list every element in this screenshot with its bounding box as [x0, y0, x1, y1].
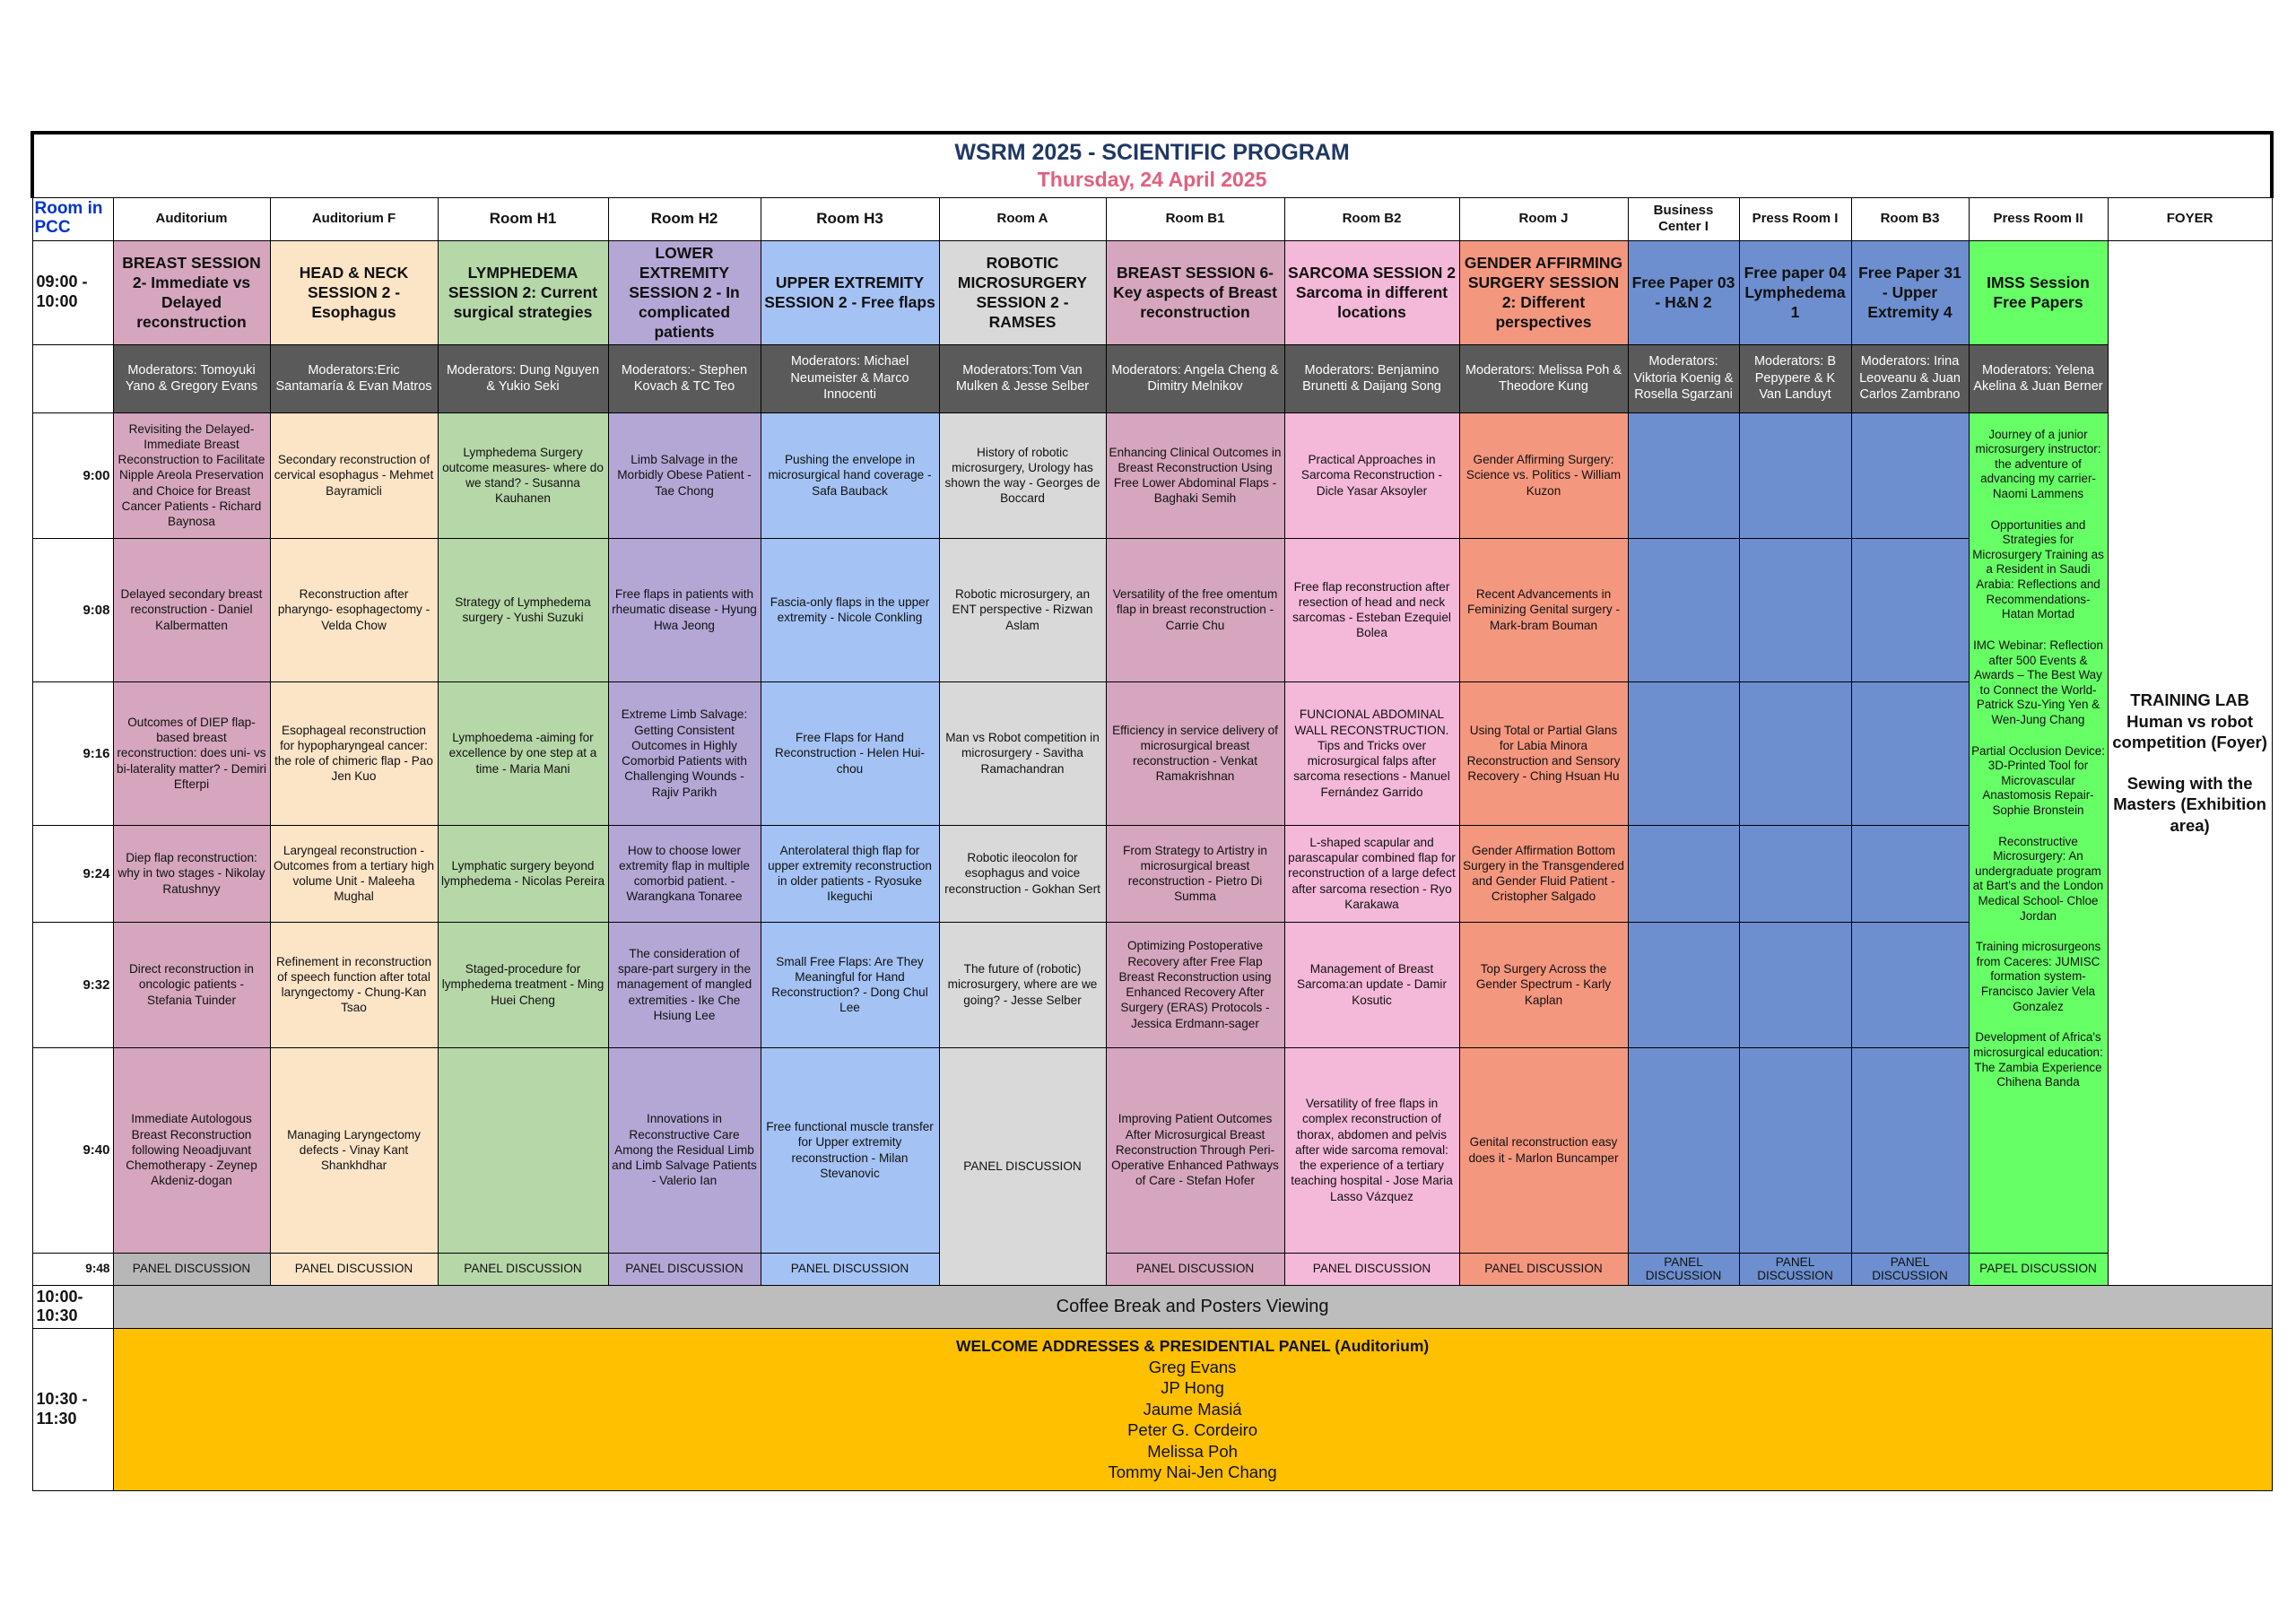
talk-cell: Genital reconstruction easy does it - Marlon Buncamper — [1459, 1047, 1628, 1253]
room-header-13: FOYER — [2108, 197, 2272, 240]
panel-discussion-4: PANEL DISCUSSION — [761, 1253, 939, 1285]
session-title-12: IMSS Session Free Papers — [1969, 240, 2108, 344]
panel-discussion-2: PANEL DISCUSSION — [438, 1253, 608, 1285]
moderators-0: Moderators: Tomoyuki Yano & Gregory Evans — [113, 344, 270, 412]
free-paper-blank — [1628, 538, 1739, 681]
session-title-row — [32, 240, 2272, 344]
talk-time: 9:24 — [32, 825, 113, 922]
moderators-6: Moderators: Angela Cheng & Dimitry Melnikov — [1106, 344, 1284, 412]
welcome-speaker: Tommy Nai-Jen Chang — [1108, 1462, 1277, 1482]
talk-cell: Practical Approaches in Sarcoma Reconstruction - Dicle Yasar Aksoyler — [1284, 412, 1459, 538]
room-header-9: Business Center I — [1628, 197, 1739, 240]
coffee-row — [32, 1285, 2272, 1328]
talk-cell: Esophageal reconstruction for hypopharyngeal cancer: the role of chimeric flap - Pao Jen Kuo — [270, 681, 438, 825]
program-title: WSRM 2025 - SCIENTIFIC PROGRAM — [954, 139, 1350, 165]
coffee-break: Coffee Break and Posters Viewing — [113, 1285, 2272, 1328]
session-title-11: Free Paper 31 - Upper Extremity 4 — [1851, 240, 1969, 344]
imss-talk: Development of Africa's microsurgical education: The Zambia Experience Chihena Banda — [1973, 1030, 2103, 1089]
panel-discussion-7: PANEL DISCUSSION — [1284, 1253, 1459, 1285]
imss-talk: Opportunities and Strategies for Microsurgery Training as a Resident in Saudi Arabia: Reflections and Recommendations-Hatan Mortad — [1972, 517, 2104, 621]
talk-cell: Limb Salvage in the Morbidly Obese Patient - Tae Chong — [608, 412, 761, 538]
imss-talk: Reconstructive Microsurgery: An undergraduate program at Bart's and the London Medical School- Chloe Jordan — [1972, 834, 2104, 923]
talk-cell: Innovations in Reconstructive Care Among the Residual Limb and Limb Salvage Patients - Valerio Ian — [608, 1047, 761, 1253]
talk-cell: Fascia-only flaps in the upper extremity - Nicole Conkling — [761, 538, 939, 681]
talk-cell: Direct reconstruction in oncologic patients - Stefania Tuinder — [113, 922, 270, 1047]
talk-cell: Versatility of the free omentum flap in breast reconstruction - Carrie Chu — [1106, 538, 1284, 681]
talk-cell: FUNCIONAL ABDOMINAL WALL RECONSTRUCTION. Tips and Tricks over microsurgical falps after sarcoma resections - Manuel Fernández Garrido — [1284, 681, 1459, 825]
talk-cell: Robotic ileocolon for esophagus and voice reconstruction - Gokhan Sert — [939, 825, 1106, 922]
talk-cell: Diep flap reconstruction: why in two stages - Nikolay Ratushnyy — [113, 825, 270, 922]
room-header-3: Room H2 — [608, 197, 761, 240]
talk-cell: Using Total or Partial Glans for Labia Minora Reconstruction and Sensory Recovery - Ching Hsuan Hu — [1459, 681, 1628, 825]
moderators-9: Moderators: Viktoria Koenig & Rosella Sgarzani — [1628, 344, 1739, 412]
talk-cell: Revisiting the Delayed-Immediate Breast Reconstruction to Facilitate Nipple Areola Preservation and Choice for Breast Cancer Patients - Richard Baynosa — [113, 412, 270, 538]
talk-cell: Management of Breast Sarcoma:an update - Damir Kosutic — [1284, 922, 1459, 1047]
program-sheet — [30, 131, 2270, 1483]
room-header-2: Room H1 — [438, 197, 608, 240]
talk-cell: Immediate Autologous Breast Reconstruction following Neoadjuvant Chemotherapy - Zeynep Akdeniz-dogan — [113, 1047, 270, 1253]
moderators-10: Moderators: B Pepypere & K Van Landuyt — [1739, 344, 1851, 412]
welcome-title: WELCOME ADDRESSES & PRESIDENTIAL PANEL (Auditorium) — [955, 1337, 1430, 1356]
free-paper-blank — [1851, 538, 1969, 681]
session-title-9: Free Paper 03 - H&N 2 — [1628, 240, 1739, 344]
free-paper-blank — [1851, 825, 1969, 922]
welcome-time: 10:30 - 11:30 — [32, 1329, 113, 1491]
moderators-3: Moderators:- Stephen Kovach & TC Teo — [608, 344, 761, 412]
free-paper-blank — [1739, 825, 1851, 922]
free-paper-blank — [1628, 681, 1739, 825]
talk-cell: Laryngeal reconstruction - Outcomes from a tertiary high volume Unit - Maleeha Mughal — [270, 825, 438, 922]
moderators-4: Moderators: Michael Neumeister & Marco Innocenti — [761, 344, 939, 412]
talk-cell: Outcomes of DIEP flap-based breast reconstruction: does uni- vs bi-laterality matter? - Demiri Efterpi — [113, 681, 270, 825]
talk-time: 9:40 — [32, 1047, 113, 1253]
session-title-3: LOWER EXTREMITY SESSION 2 - In complicated patients — [608, 240, 761, 344]
session-title-6: BREAST SESSION 6- Key aspects of Breast reconstruction — [1106, 240, 1284, 344]
talk-cell: PANEL DISCUSSION — [939, 1047, 1106, 1285]
talk-row — [32, 922, 2272, 1047]
imss-talk: Journey of a junior microsurgery instructor: the adventure of advancing my carrier- Naomi Lammens — [1975, 427, 2101, 501]
session-title-2: LYMPHEDEMA SESSION 2: Current surgical strategies — [438, 240, 608, 344]
talk-cell: Enhancing Clinical Outcomes in Breast Reconstruction Using Free Lower Abdominal Flaps - Baghaki Semih — [1106, 412, 1284, 538]
free-paper-blank — [1739, 922, 1851, 1047]
session-title-0: BREAST SESSION 2- Immediate vs Delayed reconstruction — [113, 240, 270, 344]
talk-cell: The consideration of spare-part surgery in the management of mangled extremities - Ike Che Hsiung Lee — [608, 922, 761, 1047]
room-header-12: Press Room II — [1969, 197, 2108, 240]
talk-cell: Free flap reconstruction after resection of head and neck sarcomas - Esteban Ezequiel Bolea — [1284, 538, 1459, 681]
panel-discussion-9: PANEL DISCUSSION — [1628, 1253, 1739, 1285]
talk-cell: Gender Affirming Surgery: Science vs. Politics - William Kuzon — [1459, 412, 1628, 538]
room-header-1: Auditorium F — [270, 197, 438, 240]
free-paper-blank — [1739, 538, 1851, 681]
panel-discussion-0: PANEL DISCUSSION — [113, 1253, 270, 1285]
panel-row — [32, 1253, 2272, 1285]
talk-row — [32, 412, 2272, 538]
moderators-5: Moderators:Tom Van Mulken & Jesse Selber — [939, 344, 1106, 412]
schedule-table — [30, 131, 2274, 1491]
session-title-8: GENDER AFFIRMING SURGERY SESSION 2: Different perspectives — [1459, 240, 1628, 344]
talk-time: 9:00 — [32, 412, 113, 538]
free-paper-blank — [1739, 1047, 1851, 1253]
talk-time: 9:32 — [32, 922, 113, 1047]
talk-cell: Optimizing Postoperative Recovery after Free Flap Breast Reconstruction using Enhanced Recovery After Surgery (ERAS) Protocols - Jessica Erdmann-sager — [1106, 922, 1284, 1047]
talk-cell: Small Free Flaps: Are They Meaningful for Hand Reconstruction? - Dong Chul Lee — [761, 922, 939, 1047]
welcome-speaker: Jaume Masiá — [1143, 1399, 1242, 1419]
talk-time: 9:08 — [32, 538, 113, 681]
room-header-7: Room B2 — [1284, 197, 1459, 240]
talk-row — [32, 1047, 2272, 1253]
talk-cell: From Strategy to Artistry in microsurgical breast reconstruction - Pietro Di Summa — [1106, 825, 1284, 922]
talk-cell: Lymphedema Surgery outcome measures- where do we stand? - Susanna Kauhanen — [438, 412, 608, 538]
talk-cell: Recent Advancements in Feminizing Genital surgery - Mark-bram Bouman — [1459, 538, 1628, 681]
talk-cell: Efficiency in service delivery of microsurgical breast reconstruction - Venkat Ramakrishnan — [1106, 681, 1284, 825]
program-date: Thursday, 24 April 2025 — [1037, 168, 1267, 191]
free-paper-blank — [1851, 412, 1969, 538]
talk-time: 9:16 — [32, 681, 113, 825]
talk-cell: Managing Laryngectomy defects - Vinay Kant Shankhdhar — [270, 1047, 438, 1253]
session-title-1: HEAD & NECK SESSION 2 - Esophagus — [270, 240, 438, 344]
talk-cell: The future of (robotic) microsurgery, where are we going? - Jesse Selber — [939, 922, 1106, 1047]
welcome-panel — [113, 1329, 2272, 1491]
talk-cell: Refinement in reconstruction of speech function after total laryngectomy - Chung-Kan Tsao — [270, 922, 438, 1047]
session-title-10: Free paper 04 Lymphedema 1 — [1739, 240, 1851, 344]
talk-cell: Free Flaps for Hand Reconstruction - Helen Hui-chou — [761, 681, 939, 825]
imss-talk: Training microsurgeons from Caceres: JUMISC formation system- Francisco Javier Vela Gonzalez — [1975, 940, 2101, 1013]
talk-cell: Anterolateral thigh flap for upper extremity reconstruction in older patients - Ryosuke Ikeguchi — [761, 825, 939, 922]
panel-discussion-8: PANEL DISCUSSION — [1459, 1253, 1628, 1285]
slot-time-0900: 09:00 - 10:00 — [32, 240, 113, 344]
room-header-0: Auditorium — [113, 197, 270, 240]
session-title-7: SARCOMA SESSION 2 Sarcoma in different locations — [1284, 240, 1459, 344]
talk-cell: Gender Affirmation Bottom Surgery in the Transgendered and Gender Fluid Patient - Cristopher Salgado — [1459, 825, 1628, 922]
panel-time: 9:48 — [32, 1253, 113, 1285]
room-header-6: Room B1 — [1106, 197, 1284, 240]
free-paper-blank — [1628, 825, 1739, 922]
free-paper-blank — [1628, 1047, 1739, 1253]
welcome-speaker: Greg Evans — [1148, 1357, 1237, 1376]
moderators-8: Moderators: Melissa Poh & Theodore Kung — [1459, 344, 1628, 412]
talk-row — [32, 825, 2272, 922]
free-paper-blank — [1628, 412, 1739, 538]
moderators-time-blank — [32, 344, 113, 412]
foyer-cell — [2108, 240, 2272, 1285]
imss-talk: IMC Webinar: Reflection after 500 Events & Awards – The Best Way to Connect the World- Patrick Szu-Ying Yen & Wen-Jung Chang — [1973, 638, 2103, 726]
talk-cell: L-shaped scapular and parascapular combined flap for reconstruction of a large defect after sarcoma resection - Ryo Karakawa — [1284, 825, 1459, 922]
panel-discussion-11: PANEL DISCUSSION — [1851, 1253, 1969, 1285]
talk-row — [32, 538, 2272, 681]
room-header-4: Room H3 — [761, 197, 939, 240]
welcome-speaker: JP Hong — [1161, 1378, 1224, 1398]
talk-cell: Delayed secondary breast reconstruction - Daniel Kalbermatten — [113, 538, 270, 681]
panel-discussion-6: PANEL DISCUSSION — [1106, 1253, 1284, 1285]
talk-cell: Reconstruction after pharyngo- esophagectomy - Velda Chow — [270, 538, 438, 681]
talk-cell: Robotic microsurgery, an ENT perspective - Rizwan Aslam — [939, 538, 1106, 681]
talk-cell: History of robotic microsurgery, Urology has shown the way - Georges de Boccard — [939, 412, 1106, 538]
title-row — [32, 133, 2272, 197]
panel-discussion-1: PANEL DISCUSSION — [270, 1253, 438, 1285]
talk-cell: Versatility of free flaps in complex reconstruction of thorax, abdomen and pelvis after wide sarcoma removal: the experience of a tertiary teaching hospital - Jose Maria Lasso Vázquez — [1284, 1047, 1459, 1253]
talk-cell: Improving Patient Outcomes After Microsurgical Breast Reconstruction Through Peri-Operative Enhanced Pathways of Care - Stefan Hofer — [1106, 1047, 1284, 1253]
coffee-time: 10:00- 10:30 — [32, 1285, 113, 1328]
panel-discussion-3: PANEL DISCUSSION — [608, 1253, 761, 1285]
talk-cell: Extreme Limb Salvage: Getting Consistent Outcomes in Highly Comorbid Patients with Challenging Wounds - Rajiv Parikh — [608, 681, 761, 825]
talk-cell — [438, 1047, 608, 1253]
talk-cell: Pushing the envelope in microsurgical hand coverage - Safa Bauback — [761, 412, 939, 538]
panel-discussion-10: PANEL DISCUSSION — [1739, 1253, 1851, 1285]
moderators-11: Moderators: Irina Leoveanu & Juan Carlos Zambrano — [1851, 344, 1969, 412]
title-cell — [32, 133, 2272, 197]
imss-talk: Partial Occlusion Device: 3D-Printed Tool for Microvascular Anastomosis Repair- Sophie Bronstein — [1971, 743, 2105, 817]
foyer-sewing-masters: Sewing with the Masters (Exhibition area) — [2113, 773, 2266, 835]
room-header-5: Room A — [939, 197, 1106, 240]
talk-cell: Man vs Robot competition in microsurgery - Savitha Ramachandran — [939, 681, 1106, 825]
moderators-12: Moderators: Yelena Akelina & Juan Berner — [1969, 344, 2108, 412]
free-paper-blank — [1851, 922, 1969, 1047]
welcome-row — [32, 1329, 2272, 1491]
session-title-5: ROBOTIC MICROSURGERY SESSION 2 - RAMSES — [939, 240, 1106, 344]
free-paper-blank — [1851, 1047, 1969, 1253]
talk-cell: Secondary reconstruction of cervical esophagus - Mehmet Bayramicli — [270, 412, 438, 538]
talk-cell: Staged-procedure for lymphedema treatment - Ming Huei Cheng — [438, 922, 608, 1047]
moderators-2: Moderators: Dung Nguyen & Yukio Seki — [438, 344, 608, 412]
room-header-row — [32, 197, 2272, 240]
welcome-speaker: Peter G. Cordeiro — [1127, 1420, 1258, 1440]
talk-cell: Lymphatic surgery beyond lymphedema - Nicolas Pereira — [438, 825, 608, 922]
room-header-10: Press Room I — [1739, 197, 1851, 240]
moderators-1: Moderators:Eric Santamaría & Evan Matros — [270, 344, 438, 412]
talk-cell: Free functional muscle transfer for Upper extremity reconstruction - Milan Stevanovic — [761, 1047, 939, 1253]
foyer-training-lab: TRAINING LAB Human vs robot competition (Foyer) — [2112, 690, 2267, 752]
free-paper-blank — [1739, 412, 1851, 538]
talk-cell: Free flaps in patients with rheumatic disease - Hyung Hwa Jeong — [608, 538, 761, 681]
room-in-pcc-label: Room in PCC — [32, 197, 113, 240]
free-paper-blank — [1628, 922, 1739, 1047]
moderators-7: Moderators: Benjamino Brunetti & Daijang Song — [1284, 344, 1459, 412]
room-header-11: Room B3 — [1851, 197, 1969, 240]
free-paper-blank — [1851, 681, 1969, 825]
talk-cell: Lymphoedema -aiming for excellence by one step at a time - Maria Mani — [438, 681, 608, 825]
room-header-8: Room J — [1459, 197, 1628, 240]
imss-talks-cell — [1969, 412, 2108, 1253]
moderators-row — [32, 344, 2272, 412]
welcome-speaker: Melissa Poh — [1147, 1441, 1238, 1461]
session-title-4: UPPER EXTREMITY SESSION 2 - Free flaps — [761, 240, 939, 344]
talk-row — [32, 681, 2272, 825]
panel-discussion-12: PAPEL DISCUSSION — [1969, 1253, 2108, 1285]
talk-cell: Strategy of Lymphedema surgery - Yushi Suzuki — [438, 538, 608, 681]
free-paper-blank — [1739, 681, 1851, 825]
talk-cell: How to choose lower extremity flap in multiple comorbid patient. - Warangkana Tonaree — [608, 825, 761, 922]
talk-cell: Top Surgery Across the Gender Spectrum - Karly Kaplan — [1459, 922, 1628, 1047]
